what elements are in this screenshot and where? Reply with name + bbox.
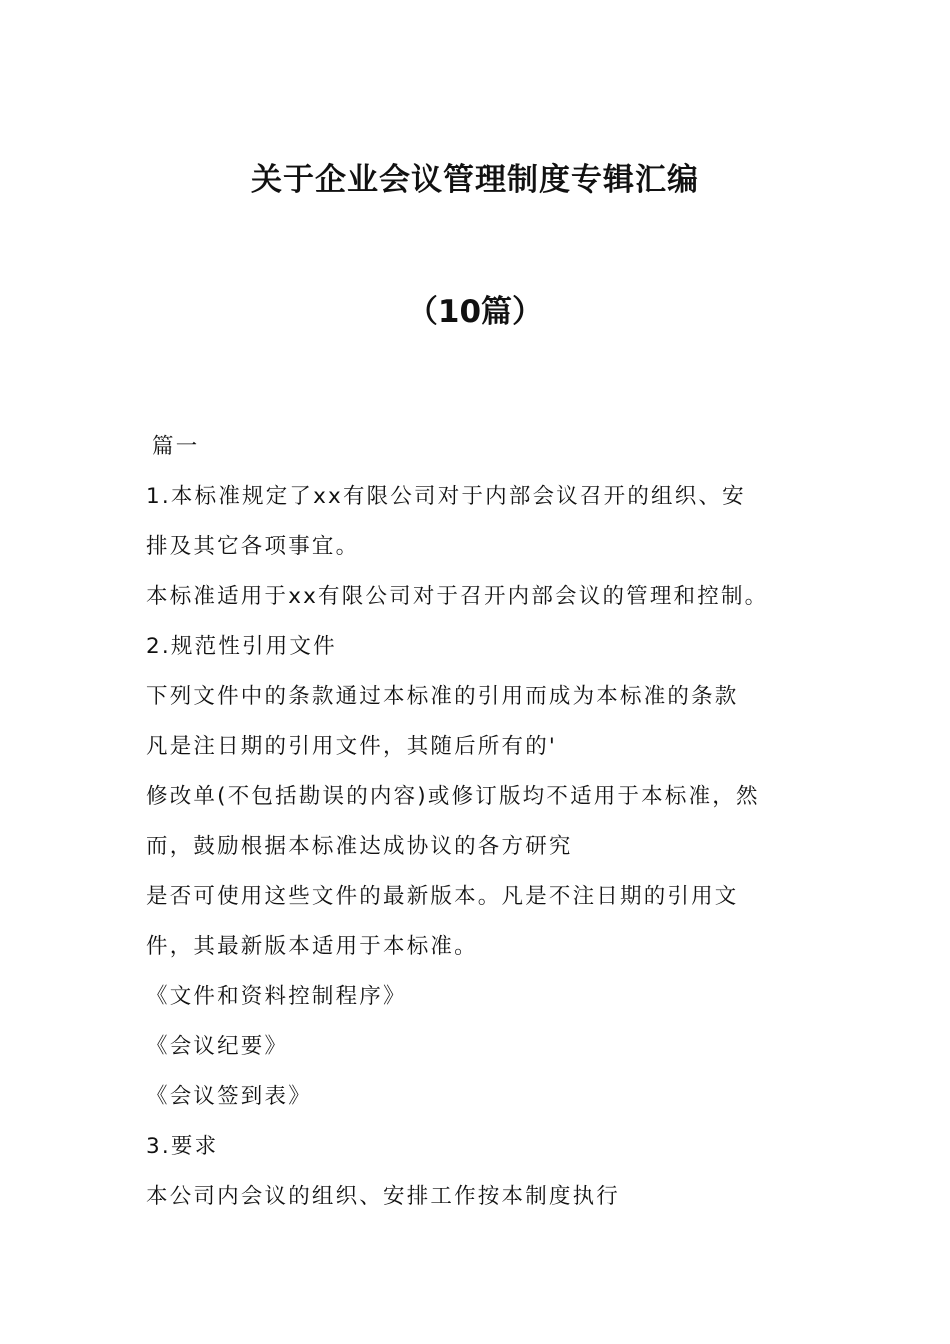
document-body	[146, 422, 816, 1222]
section-heading-part-one: 篇一	[152, 434, 200, 459]
document-subtitle: （10篇）	[406, 294, 544, 330]
body-line: 下列文件中的条款通过本标准的引用而成为本标准的条款	[146, 684, 739, 709]
section-heading-requirements: 3.要求	[146, 1134, 219, 1159]
body-line: 凡是注日期的引用文件，其随后所有的'	[146, 734, 558, 759]
body-line: 1.本标准规定了xx有限公司对于内部会议召开的组织、安	[146, 484, 746, 509]
reference-document-item: 《会议纪要》	[146, 1034, 289, 1059]
body-line: 而，鼓励根据本标准达成协议的各方研究	[146, 834, 573, 859]
body-line: 件，其最新版本适用于本标准。	[146, 934, 478, 959]
body-line: 是否可使用这些文件的最新版本。凡是不注日期的引用文	[146, 884, 739, 909]
body-line: 本标准适用于xx有限公司对于召开内部会议的管理和控制。	[146, 584, 769, 609]
document-title: 关于企业会议管理制度专辑汇编	[251, 162, 699, 198]
body-line: 排及其它各项事宜。	[146, 534, 360, 559]
reference-document-item: 《文件和资料控制程序》	[146, 984, 407, 1009]
body-line: 本公司内会议的组织、安排工作按本制度执行	[146, 1184, 621, 1209]
reference-document-item: 《会议签到表》	[146, 1084, 312, 1109]
section-heading-normative-references: 2.规范性引用文件	[146, 634, 337, 659]
body-line: 修改单(不包括勘误的内容)或修订版均不适用于本标准，然	[146, 784, 760, 809]
